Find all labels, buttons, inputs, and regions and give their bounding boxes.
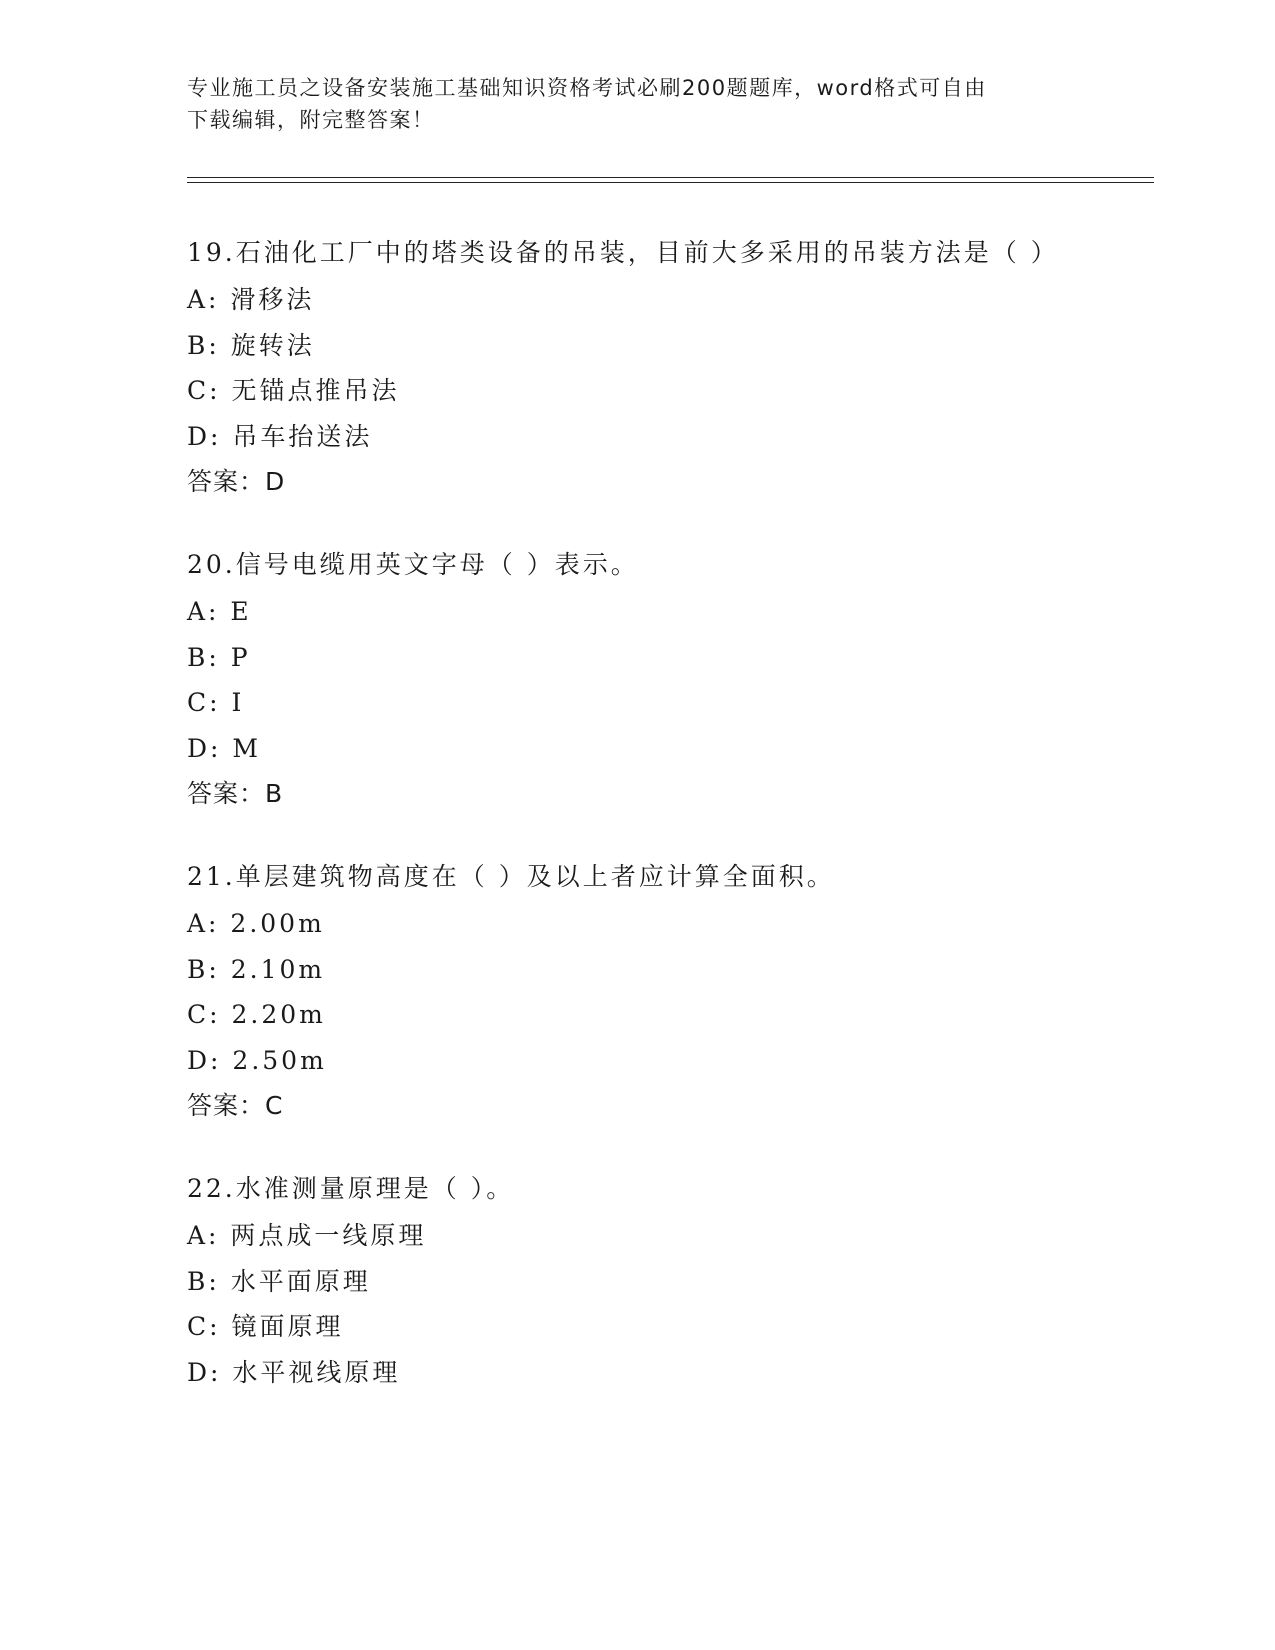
document-header (187, 72, 1087, 136)
question-stem: 22.水准测量原理是（ ）。 (187, 1174, 515, 1203)
answer-line: 答案：B (187, 779, 284, 808)
question-stem: 21.单层建筑物高度在（ ）及以上者应计算全面积。 (187, 862, 835, 891)
question-stem: 19.石油化工厂中的塔类设备的吊装，目前大多采用的吊装方法是（ ） (187, 238, 1059, 267)
option-b: B: P (187, 642, 251, 672)
option-b: B: 旋转法 (187, 330, 315, 360)
option-d: D: M (187, 733, 262, 763)
header-line-2: 下载编辑，附完整答案！ (187, 108, 435, 132)
header-line-1: 专业施工员之设备安装施工基础知识资格考试必刷200题题库，word格式可自由 (187, 76, 987, 100)
option-c: C: 无锚点推吊法 (187, 376, 400, 405)
answer-line: 答案：D (187, 467, 286, 496)
option-c: C: 镜面原理 (187, 1312, 344, 1341)
option-a: A: 滑移法 (187, 285, 315, 314)
option-d: D: 吊车抬送法 (187, 421, 373, 451)
question-21 (187, 856, 1067, 1128)
question-stem: 20.信号电缆用英文字母（ ）表示。 (187, 550, 639, 579)
answer-line: 答案：C (187, 1091, 284, 1120)
header-divider-bottom (187, 182, 1154, 183)
option-b: B: 水平面原理 (187, 1266, 371, 1296)
option-d: D: 2.50m (187, 1045, 327, 1075)
question-list (187, 232, 1067, 1435)
option-b: B: 2.10m (187, 954, 326, 984)
option-a: A: E (187, 597, 252, 626)
header-divider-top (187, 177, 1154, 178)
option-d: D: 水平视线原理 (187, 1357, 401, 1387)
option-c: C: 2.20m (187, 1000, 326, 1029)
option-a: A: 2.00m (187, 909, 325, 938)
option-c: C: I (187, 688, 245, 717)
option-a: A: 两点成一线原理 (187, 1221, 427, 1250)
question-22 (187, 1168, 1067, 1395)
question-19 (187, 232, 1067, 504)
question-20 (187, 544, 1067, 816)
